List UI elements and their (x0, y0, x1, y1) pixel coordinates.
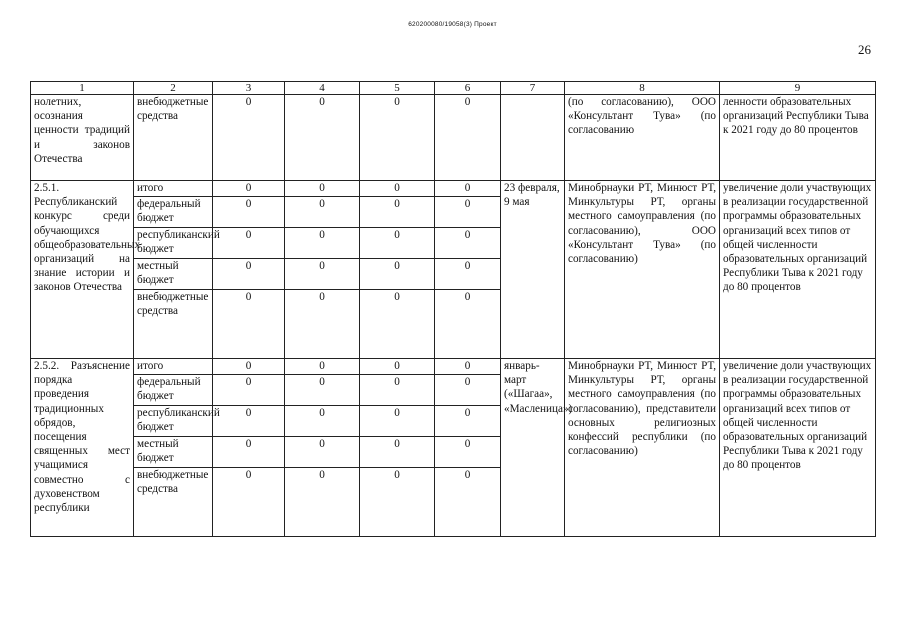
funding-source-cell: федеральный бюджет (134, 197, 213, 228)
value-cell: 0 (435, 181, 501, 197)
column-number: 6 (435, 82, 501, 95)
value-cell: 0 (360, 406, 435, 437)
term-cell (501, 95, 565, 181)
value-cell: 0 (285, 95, 360, 181)
executors-cell: (по согласованию), ООО «Консультант Тува» (по согласованию (565, 95, 720, 181)
value-cell: 0 (213, 197, 285, 228)
value-cell: 0 (360, 95, 435, 181)
value-cell: 0 (213, 437, 285, 468)
value-cell: 0 (435, 228, 501, 259)
column-number: 7 (501, 82, 565, 95)
result-cell: увеличение доли участвующих в реализации государственной программы образовательных организаций всех типов от общей численности образовательных организаций Республики Тыва к 2021 году до 80 процентов (720, 359, 876, 537)
column-number: 4 (285, 82, 360, 95)
value-cell: 0 (435, 197, 501, 228)
table-row (31, 181, 876, 197)
measure-name-cell: 2.5.2. Разъяснение порядка проведения традиционных обрядов, посещения священных мест учащимися совместно с духовенством республики (31, 359, 134, 537)
value-cell: 0 (435, 95, 501, 181)
column-number: 5 (360, 82, 435, 95)
value-cell: 0 (285, 228, 360, 259)
value-cell: 0 (285, 468, 360, 537)
funding-source-cell: местный бюджет (134, 437, 213, 468)
value-cell: 0 (213, 181, 285, 197)
value-cell: 0 (213, 228, 285, 259)
term-cell: 23 февраля, 9 мая (501, 181, 565, 359)
term-cell: январь-март («Шагаа», «Масленица») (501, 359, 565, 537)
funding-source-cell: внебюджетные средства (134, 95, 213, 181)
value-cell: 0 (213, 359, 285, 375)
funding-source-cell: федеральный бюджет (134, 375, 213, 406)
funding-source-cell: итого (134, 359, 213, 375)
measure-name-cell: 2.5.1. Республиканский конкурс среди обучающихся общеобразовательных организаций на знание истории и законов Отечества (31, 181, 134, 359)
page-number: 26 (858, 42, 871, 57)
column-number: 3 (213, 82, 285, 95)
value-cell: 0 (213, 375, 285, 406)
value-cell: 0 (435, 468, 501, 537)
value-cell: 0 (435, 259, 501, 290)
column-number: 1 (31, 82, 134, 95)
value-cell: 0 (285, 406, 360, 437)
column-number-row (31, 82, 876, 95)
value-cell: 0 (435, 290, 501, 359)
value-cell: 0 (435, 359, 501, 375)
value-cell: 0 (213, 95, 285, 181)
value-cell: 0 (360, 437, 435, 468)
value-cell: 0 (360, 181, 435, 197)
value-cell: 0 (285, 259, 360, 290)
value-cell: 0 (360, 375, 435, 406)
value-cell: 0 (435, 375, 501, 406)
value-cell: 0 (213, 406, 285, 437)
executors-cell: Минобрнауки РТ, Минюст РТ, Минкультуры РТ, органы местного самоуправления (по согласованию), ООО «Консультант Тува» (по согласованию) (565, 181, 720, 359)
value-cell: 0 (213, 468, 285, 537)
funding-source-cell: внебюджетные средства (134, 468, 213, 537)
column-number: 2 (134, 82, 213, 95)
value-cell: 0 (435, 406, 501, 437)
value-cell: 0 (285, 181, 360, 197)
document-id: 620200080/19058(3) Проект (408, 21, 497, 28)
result-cell: увеличение доли участвующих в реализации государственной программы образовательных организаций всех типов от общей численности образовательных организаций Республики Тыва к 2021 году до 80 процентов (720, 181, 876, 359)
table-row (31, 359, 876, 375)
value-cell: 0 (435, 437, 501, 468)
value-cell: 0 (360, 228, 435, 259)
value-cell: 0 (360, 359, 435, 375)
funding-source-cell: республиканский бюджет (134, 406, 213, 437)
value-cell: 0 (360, 259, 435, 290)
funding-source-cell: местный бюджет (134, 259, 213, 290)
value-cell: 0 (360, 197, 435, 228)
executors-cell: Минобрнауки РТ, Минюст РТ, Минкультуры РТ, органы местного самоуправления (по согласованию), представители основных религиозных конфессий республики (по согласованию) (565, 359, 720, 537)
column-number: 8 (565, 82, 720, 95)
column-number: 9 (720, 82, 876, 95)
value-cell: 0 (213, 259, 285, 290)
value-cell: 0 (285, 197, 360, 228)
funding-source-cell: итого (134, 181, 213, 197)
value-cell: 0 (285, 375, 360, 406)
result-cell: ленности образовательных организаций Республики Тыва к 2021 году до 80 процентов (720, 95, 876, 181)
value-cell: 0 (360, 468, 435, 537)
value-cell: 0 (285, 290, 360, 359)
funding-source-cell: внебюджетные средства (134, 290, 213, 359)
program-table (30, 81, 876, 537)
continuation-row (31, 95, 876, 181)
value-cell: 0 (360, 290, 435, 359)
value-cell: 0 (213, 290, 285, 359)
measure-name-cell: нолетних, осознания ценности традиций и законов Отечества (31, 95, 134, 181)
value-cell: 0 (285, 437, 360, 468)
funding-source-cell: республиканский бюджет (134, 228, 213, 259)
value-cell: 0 (285, 359, 360, 375)
